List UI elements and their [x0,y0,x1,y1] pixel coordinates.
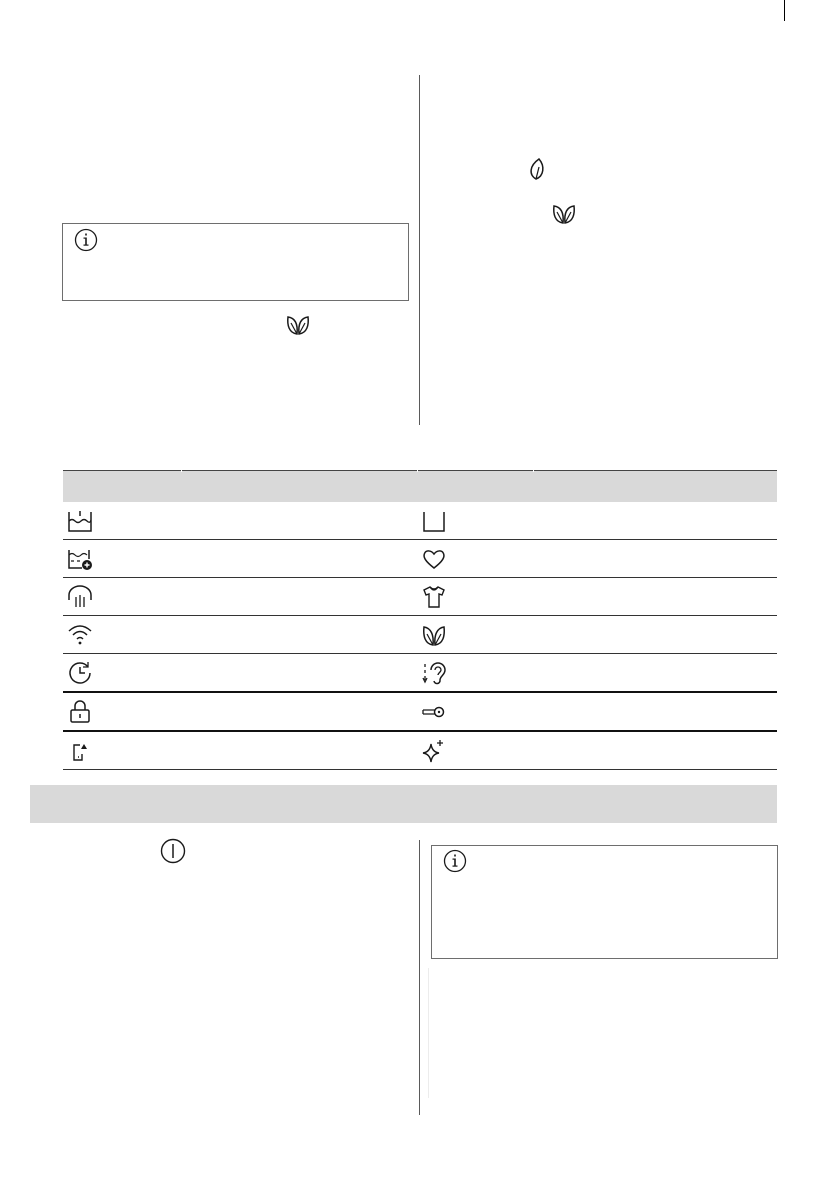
double-leaf-icon [285,313,311,337]
table-row [63,693,777,732]
table-row [63,578,777,616]
column-divider-top [419,75,420,425]
heart-icon [421,546,447,572]
info-note-bottom [431,845,778,959]
double-leaf-icon [421,622,447,648]
wifi-icon [67,622,93,648]
drum-icon [421,508,447,534]
table-row [63,654,777,693]
table-row [63,502,777,540]
table-row [63,616,777,654]
key-icon [421,699,447,725]
sparkle-icon [421,738,447,764]
crop-mark [784,0,785,21]
add-water-icon [67,546,93,572]
lock-icon [67,699,93,725]
water-level-icon [67,508,93,534]
double-leaf-icon [551,202,577,226]
leaf-icon [527,157,547,181]
column-divider-bottom [419,840,420,1115]
table-header [63,470,777,502]
remote-icon [67,738,93,764]
time-icon [67,660,93,686]
info-note-top [62,223,409,301]
faint-rule [428,968,429,1098]
info-icon [74,228,98,252]
table-row [63,732,777,770]
table-row [63,540,777,578]
power-icon [160,838,186,864]
section-heading-bar [30,785,777,823]
shirt-icon [421,584,447,610]
icon-table [63,470,777,770]
ear-icon [421,660,447,686]
steam-icon [67,584,93,610]
info-icon [443,849,467,873]
